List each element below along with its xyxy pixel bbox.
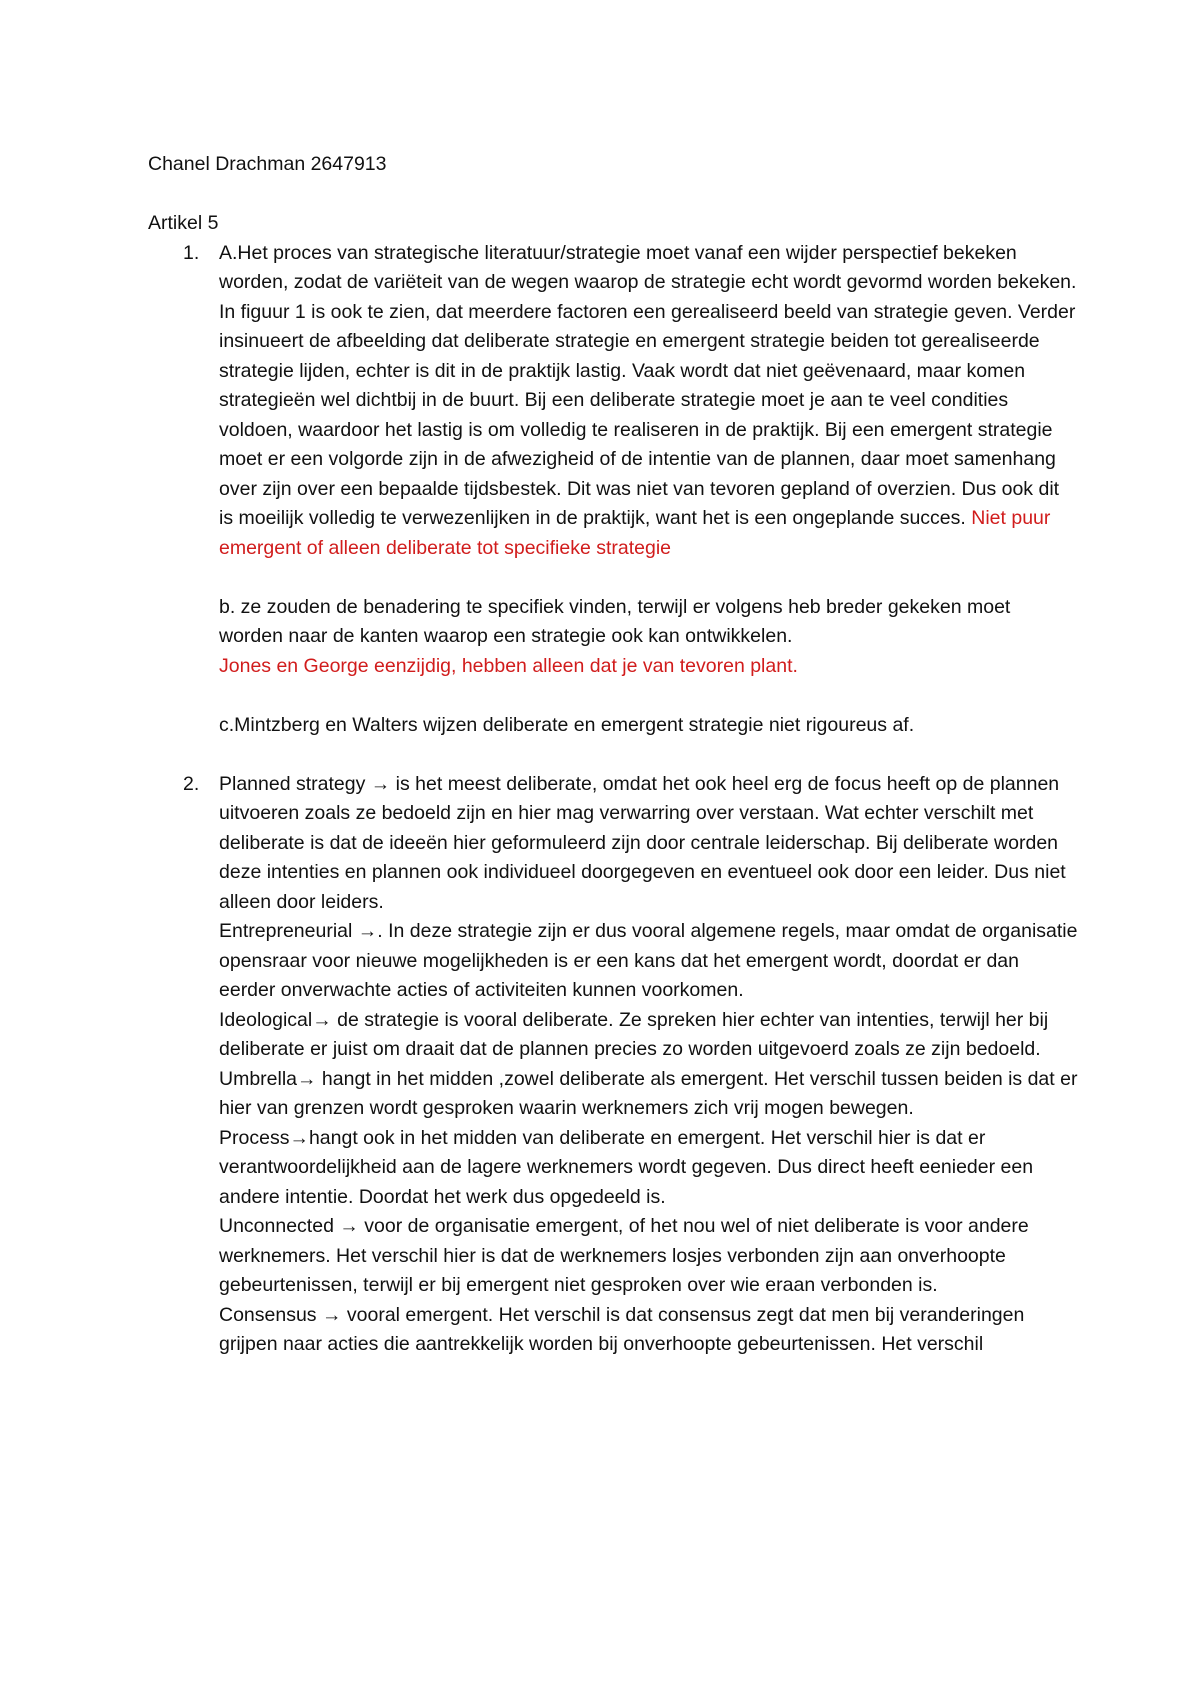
spacer [148, 740, 1078, 770]
answer-a-intro: A.Het proces van strategische literatuur/strategie moet vanaf een wijder perspectief bekeken worden, zodat de variëteit van de wegen waarop de strategie echt wordt gevormd worden bekeken. [219, 241, 1077, 293]
spacer [148, 180, 1078, 210]
list-item-1 [148, 239, 1078, 741]
section-title: Artikel 5 [148, 212, 219, 234]
list-item-2 [148, 770, 1078, 1360]
strategy-ideological: Ideological→ de strategie is vooral deliberate. Ze spreken hier echter van intenties, terwijl her bij deliberate er juist om draait dat de plannen precies zo worden uitgevoerd zoals ze zijn bedoeld. [219, 1008, 1049, 1060]
strategy-process: Process→hangt ook in het midden van deliberate en emergent. Het verschil hier is dat er verantwoordelijkheid aan de lagere werknemers wordt gegeven. Dus direct heeft eenieder een andere intentie. Doordat het werk dus opgedeeld is. [219, 1126, 1034, 1208]
document-content [148, 150, 1078, 1360]
spacer [219, 681, 1078, 711]
answer-b: b. ze zouden de benadering te specifiek vinden, terwijl er volgens heb breder gekeken moet worden naar de kanten waarop een strategie ook kan ontwikkelen. [219, 595, 1011, 647]
spacer [219, 563, 1078, 593]
list-number: 2. [183, 772, 200, 795]
strategy-entrepreneurial: Entrepreneurial →. In deze strategie zijn er dus vooral algemene regels, maar omdat de organisatie opensraar voor nieuwe mogelijkheden is er een kans dat het emergent wordt, doordat er dan eerder onverwachte acties of activiteiten kunnen voorkomen. [219, 920, 1078, 1001]
strategy-unconnected: Unconnected → voor de organisatie emergent, of het nou wel of niet deliberate is voor andere werknemers. Het verschil hier is dat de werknemers losjes verbonden zijn aan onverhoopte gebeurtenissen, terwijl er bij emergent niet gesproken over wie eraan verbonden is. [219, 1215, 1029, 1296]
strategy-planned: Planned strategy → is het meest deliberate, omdat het ook heel erg de focus heeft op de plannen uitvoeren zoals ze bedoeld zijn en hier mag verwarring over verstaan. Wat echter verschilt met deliberate is dat de ideeën hier geformuleerd zijn door centrale leiderschap. Bij deliberate worden deze intenties en plannen ook individueel doorgegeven en eventueel ook door een leider. Dus niet alleen door leiders. [219, 772, 1066, 913]
list-item-body [219, 770, 1078, 1360]
author-line: Chanel Drachman 2647913 [148, 153, 387, 175]
strategy-umbrella: Umbrella→ hangt in het midden ,zowel deliberate als emergent. Het verschil tussen beiden is dat er hier van grenzen wordt gesproken waarin werknemers zich vrij mogen bewegen. [219, 1067, 1078, 1119]
list-number: 1. [183, 241, 200, 264]
feedback-b: Jones en George eenzijdig, hebben alleen dat je van tevoren plant. [219, 654, 798, 677]
answer-a-body: In figuur 1 is ook te zien, dat meerdere factoren een gerealiseerd beeld van strategie geven. Verder insinueert de afbeelding dat deliberate strategie en emergent strategie beiden tot gerealiseerde strategie lijden, echter is dit in de praktijk lastig. Vaak wordt dat niet geëvenaard, maar komen strategieën wel dichtbij in de buurt. Bij een deliberate strategie moet je aan te veel condities voldoen, waardoor het lastig is om volledig te realiseren in de praktijk. Bij een emergent strategie moet er een volgorde zijn in de afwezigheid of de intentie van de plannen, daar moet samenhang over zijn over een bepaalde tijdsbestek. Dit was niet van tevoren gepland of overzien. Dus ook dit is moeilijk volledig te verwezenlijken in de praktijk, want het is een ongeplande succes. [219, 300, 1076, 529]
feedback-a: Niet puur emergent of alleen deliberate tot specifieke strategie [219, 507, 1051, 559]
answer-c: c.Mintzberg en Walters wijzen deliberate en emergent strategie niet rigoureus af. [219, 713, 915, 736]
strategy-consensus: Consensus → vooral emergent. Het verschil is dat consensus zegt dat men bij veranderingen grijpen naar acties die aantrekkelijk worden bij onverhoopte gebeurtenissen. Het verschil [219, 1303, 1025, 1355]
list-item-body [219, 239, 1078, 741]
answer-a-paragraph [219, 298, 1078, 564]
